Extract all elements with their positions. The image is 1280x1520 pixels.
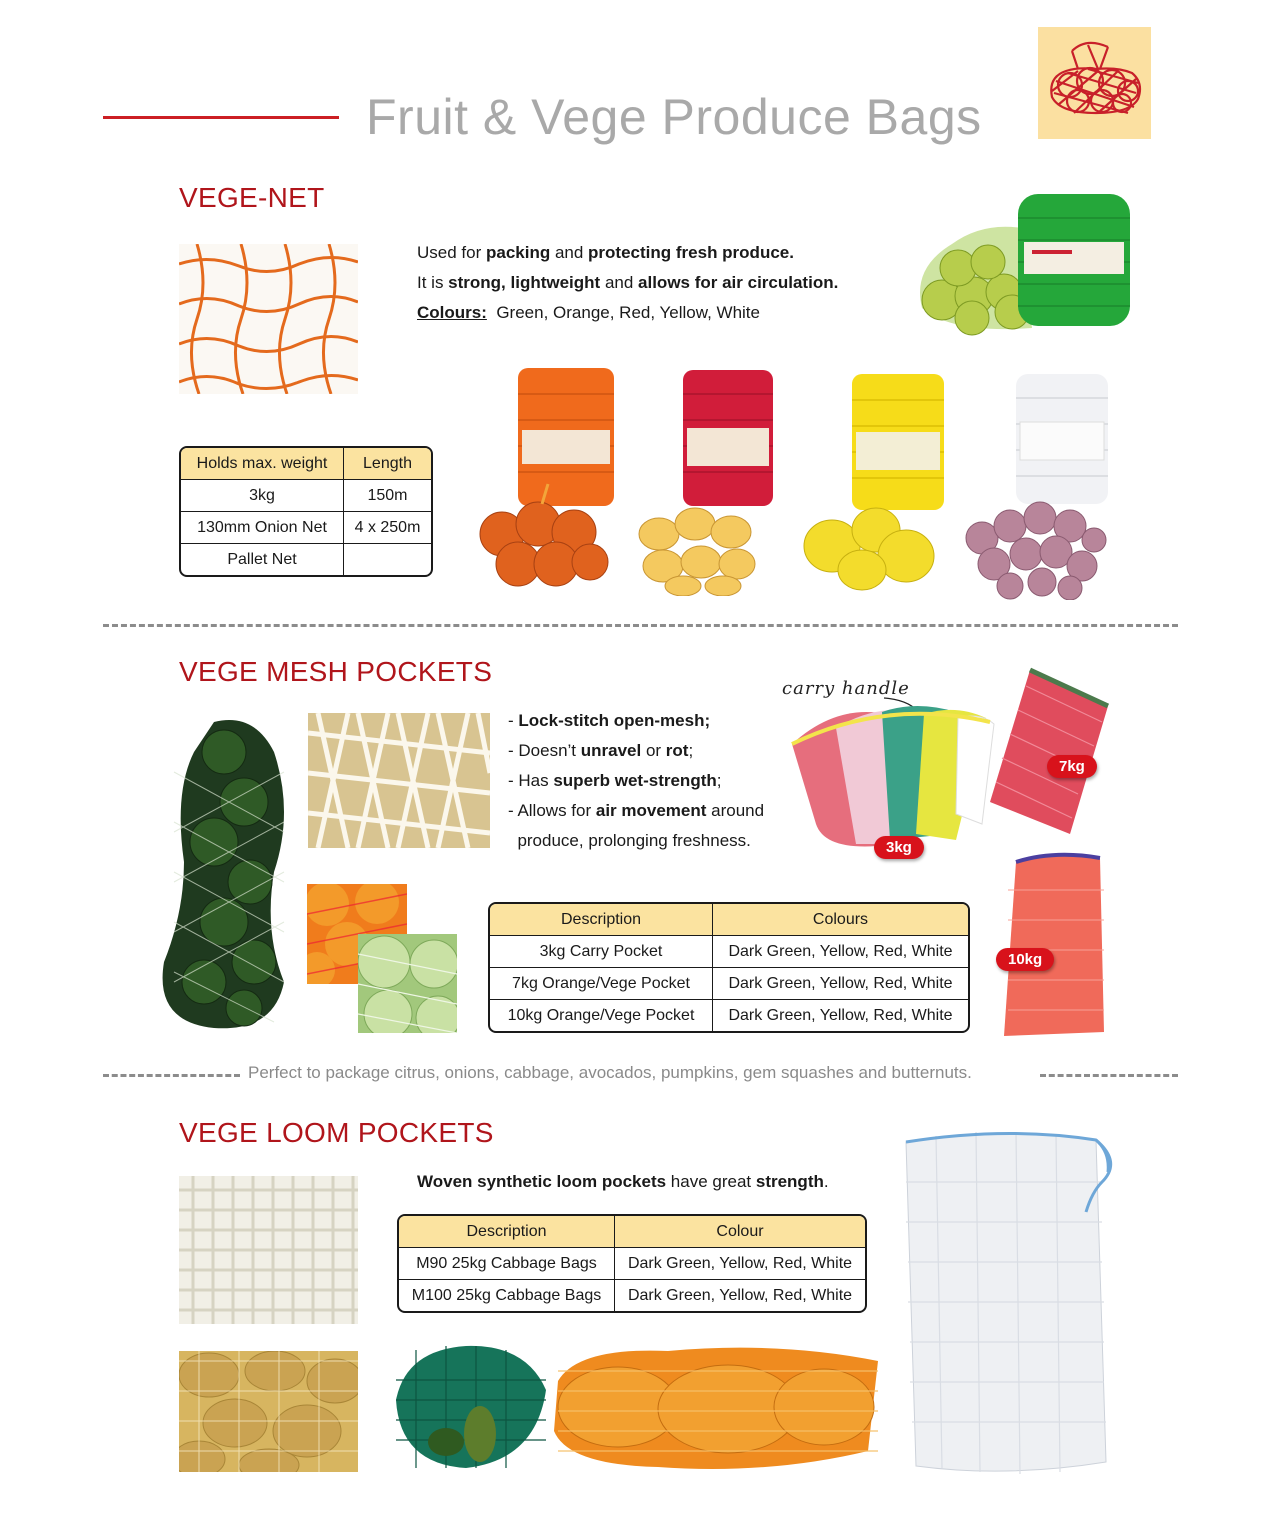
badge-7kg: 7kg <box>1047 755 1097 778</box>
table-header-row <box>181 448 431 480</box>
table-header-cell: Description <box>399 1216 614 1248</box>
green-loom-bag-image <box>386 1340 554 1472</box>
mesh-bullet-2: - Doesn’t unravel or rot; <box>508 741 694 760</box>
table-cell <box>343 543 431 575</box>
table-cell: M90 25kg Cabbage Bags <box>416 1254 597 1272</box>
table-cell: Pallet Net <box>181 543 343 575</box>
loom-table <box>397 1214 867 1313</box>
table-row <box>181 480 431 511</box>
vege-net-table <box>179 446 433 577</box>
table-header-cell: Colour <box>614 1216 865 1248</box>
table-cell: M100 25kg Cabbage Bags <box>399 1279 614 1311</box>
mesh-pockets-3kg-image <box>786 704 998 854</box>
note-divider-right <box>1040 1074 1178 1077</box>
table-header-cell: Holds max. weight <box>181 448 343 480</box>
mesh-bullet-4: - Allows for air movement around <box>508 801 765 820</box>
table-cell: Dark Green, Yellow, Red, White <box>614 1279 865 1311</box>
table-row <box>399 1279 865 1311</box>
table-header-row <box>490 904 968 936</box>
table-row <box>181 511 431 543</box>
loom-weave-swatch-image <box>179 1176 358 1324</box>
table-cell: 130mm Onion Net <box>181 511 343 543</box>
vege-net-desc-line1: Used for packing and protecting fresh produce. <box>417 243 794 262</box>
table-row <box>181 543 431 575</box>
logo-box <box>1038 27 1151 139</box>
table-row <box>490 936 968 967</box>
mesh-pocket-10kg-image <box>1004 850 1106 1036</box>
table-cell: 3kg Carry Pocket <box>539 942 663 960</box>
vege-net-heading: VEGE-NET <box>179 182 325 213</box>
title-rule <box>103 116 339 119</box>
table-cell: Dark Green, Yellow, Red, White <box>614 1248 865 1279</box>
table-header-cell: Colours <box>712 904 968 936</box>
mesh-heading: VEGE MESH POCKETS <box>179 656 493 687</box>
cabbage-mesh-image <box>358 934 457 1033</box>
loom-desc: Woven synthetic loom pockets have great strength. <box>417 1172 829 1191</box>
badge-3kg: 3kg <box>874 836 924 859</box>
table-cell: 7kg Orange/Vege Pocket <box>490 967 712 999</box>
table-cell: Dark Green, Yellow, Red, White <box>712 967 968 999</box>
orange-net-swatch-image <box>179 244 358 394</box>
yellow-net-roll-image <box>802 370 950 596</box>
table-cell: 3kg <box>249 486 275 504</box>
white-net-roll-image <box>948 368 1108 600</box>
mesh-bullet-5: produce, prolonging freshness. <box>508 831 751 850</box>
green-net-roll-image <box>912 188 1144 336</box>
table-row <box>490 967 968 999</box>
loom-heading: VEGE LOOM POCKETS <box>179 1117 494 1148</box>
table-cell: Dark Green, Yellow, Red, White <box>712 936 968 967</box>
table-cell: 4 x 250m <box>343 511 431 543</box>
avocado-mesh-bag-image <box>154 712 304 1032</box>
white-loom-bag-image <box>896 1122 1124 1482</box>
potatoes-loom-image <box>179 1351 358 1472</box>
table-header-row <box>399 1216 865 1248</box>
vege-net-colours-line: Colours: Green, Orange, Red, Yellow, White <box>417 303 760 322</box>
table-header-cell: Length <box>343 448 431 480</box>
mesh-table <box>488 902 970 1033</box>
orange-loom-bag-image <box>548 1341 884 1475</box>
table-cell: 10kg Orange/Vege Pocket <box>490 999 712 1031</box>
table-cell: Dark Green, Yellow, Red, White <box>712 999 968 1031</box>
mesh-bullet-3: - Has superb wet-strength; <box>508 771 722 790</box>
note-divider-left <box>103 1074 240 1077</box>
table-cell: 150m <box>343 480 431 511</box>
section-divider <box>103 624 1178 627</box>
table-header-cell: Description <box>490 904 712 936</box>
vege-net-desc-line2: It is strong, lightweight and allows for air circulation. <box>417 273 839 292</box>
carry-handle-label: carry handle <box>782 678 910 699</box>
mesh-pocket-7kg-image <box>990 666 1112 836</box>
orange-net-roll-image <box>478 364 623 594</box>
page-title: Fruit & Vege Produce Bags <box>366 89 982 145</box>
table-row <box>399 1248 865 1279</box>
mesh-bullet-1: - Lock-stitch open-mesh; <box>508 711 711 730</box>
badge-10kg: 10kg <box>996 948 1054 971</box>
red-net-roll-image <box>633 364 778 596</box>
net-bag-logo-icon <box>1038 27 1151 139</box>
mesh-usage-note: Perfect to package citrus, onions, cabbage, avocados, pumpkins, gem squashes and butternuts. <box>248 1063 972 1082</box>
table-row <box>490 999 968 1031</box>
mesh-closeup-image <box>308 713 490 848</box>
